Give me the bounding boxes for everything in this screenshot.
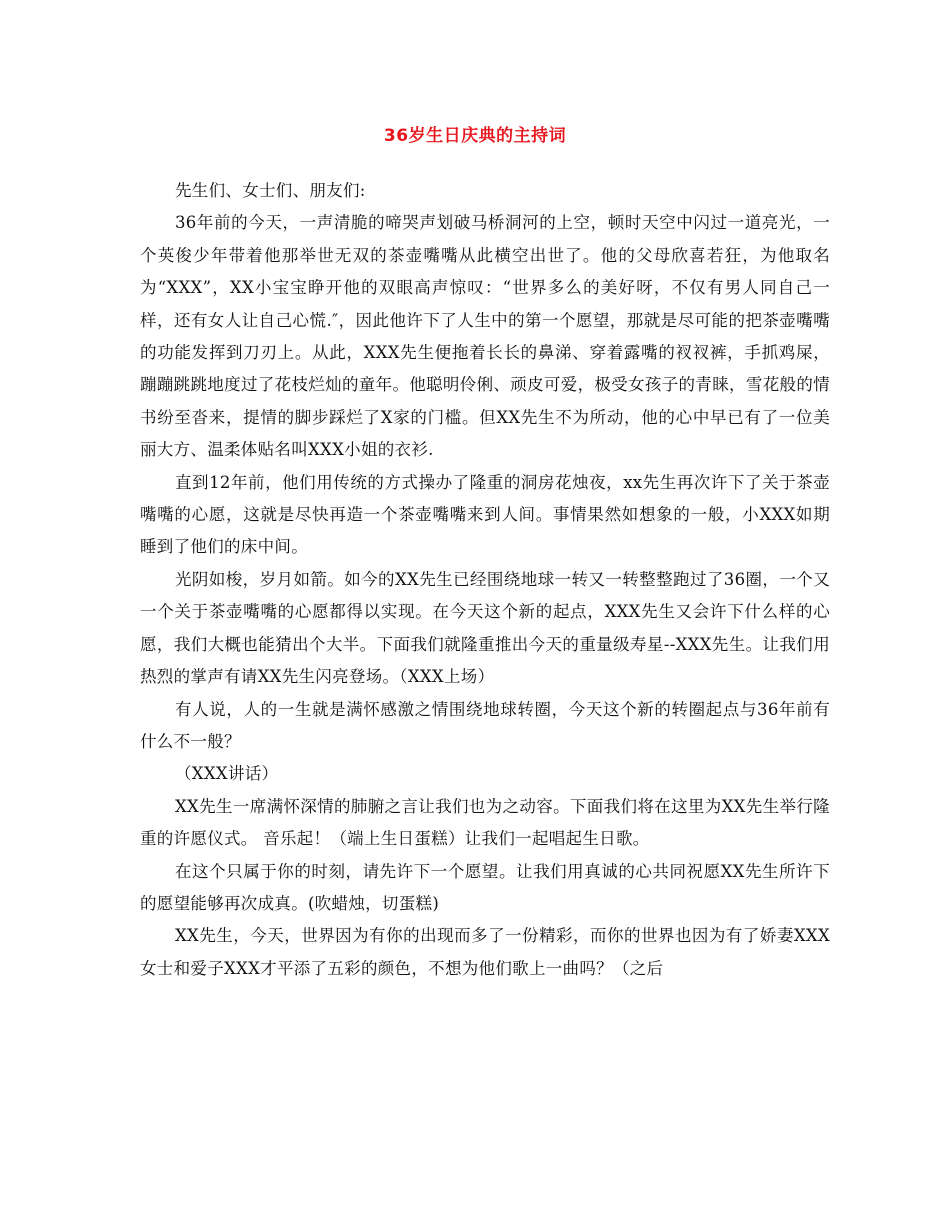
paragraph-greeting: 先生们、女士们、朋友们:	[175, 181, 366, 200]
paragraph: 有人说，人的一生就是满怀感激之情围绕地球转圈，今天这个新的转圈起点与36年前有什么不一般？	[140, 699, 830, 751]
document-title: 36岁生日庆典的主持词	[383, 126, 567, 146]
document-body	[140, 175, 830, 985]
paragraph-stage-direction: （XXX讲话）	[175, 764, 279, 784]
paragraph: 36年前的今天，一声清脆的啼哭声划破马桥洞河的上空，顿时天空中闪过一道亮光，一个英俊少年带着他那举世无双的茶壶嘴嘴从此横空出世了。他的父母欣喜若狂，为他取名为“XXX”，XX小宝宝睁开他的双眼高声惊叹：“世界多么的美好呀，不仅有男人同自己一样，还有女人让自己心慌.″，因此他许下了人生中的第一个愿望，那就是尽可能的把茶壶嘴嘴的功能发挥到刀刃上。从此，XXX先生便拖着长长的鼻涕、穿着露嘴的衩衩裤，手抓鸡屎，蹦蹦跳跳地度过了花枝烂灿的童年。他聪明伶俐、顽皮可爱，极受女孩子的青睐，雪花般的情书纷至沓来，提情的脚步踩烂了X家的门槛。但XX先生不为所动，他的心中早已有了一位美丽大方、温柔体贴名叫XXX小姐的衣衫.	[140, 213, 830, 460]
paragraph: XX先生一席满怀深情的肺腑之言让我们也为之动容。下面我们将在这里为XX先生举行隆重的许愿仪式。 音乐起！（端上生日蛋糕）让我们一起唱起生日歌。	[140, 796, 830, 849]
paragraph: 光阴如梭，岁月如箭。如今的XX先生已经围绕地球一转又一转整整跑过了36圈，一个又一个关于茶壶嘴嘴的心愿都得以实现。在今天这个新的起点，XXX先生又会许下什么样的心愿，我们大概也能猜出个大半。下面我们就隆重推出今天的重量级寿星--XXX先生。让我们用热烈的掌声有请XX先生闪亮登场。（XXX上场）	[140, 569, 830, 687]
paragraph: 直到12年前，他们用传统的方式操办了隆重的洞房花烛夜，xx先生再次许下了关于茶壶嘴嘴的心愿，这就是尽快再造一个茶壶嘴嘴来到人间。事情果然如想象的一般，小XXX如期睡到了他们的床中间。	[140, 472, 830, 557]
paragraph: XX先生，今天，世界因为有你的出现而多了一份精彩，而你的世界也因为有了娇妻XXX女士和爱子XXX才平添了五彩的颜色，不想为他们歌上一曲吗？（之后	[140, 926, 830, 978]
paragraph: 在这个只属于你的时刻，请先许下一个愿望。让我们用真诚的心共同祝愿XX先生所许下的愿望能够再次成真。(吹蜡烛，切蛋糕)	[140, 861, 830, 913]
